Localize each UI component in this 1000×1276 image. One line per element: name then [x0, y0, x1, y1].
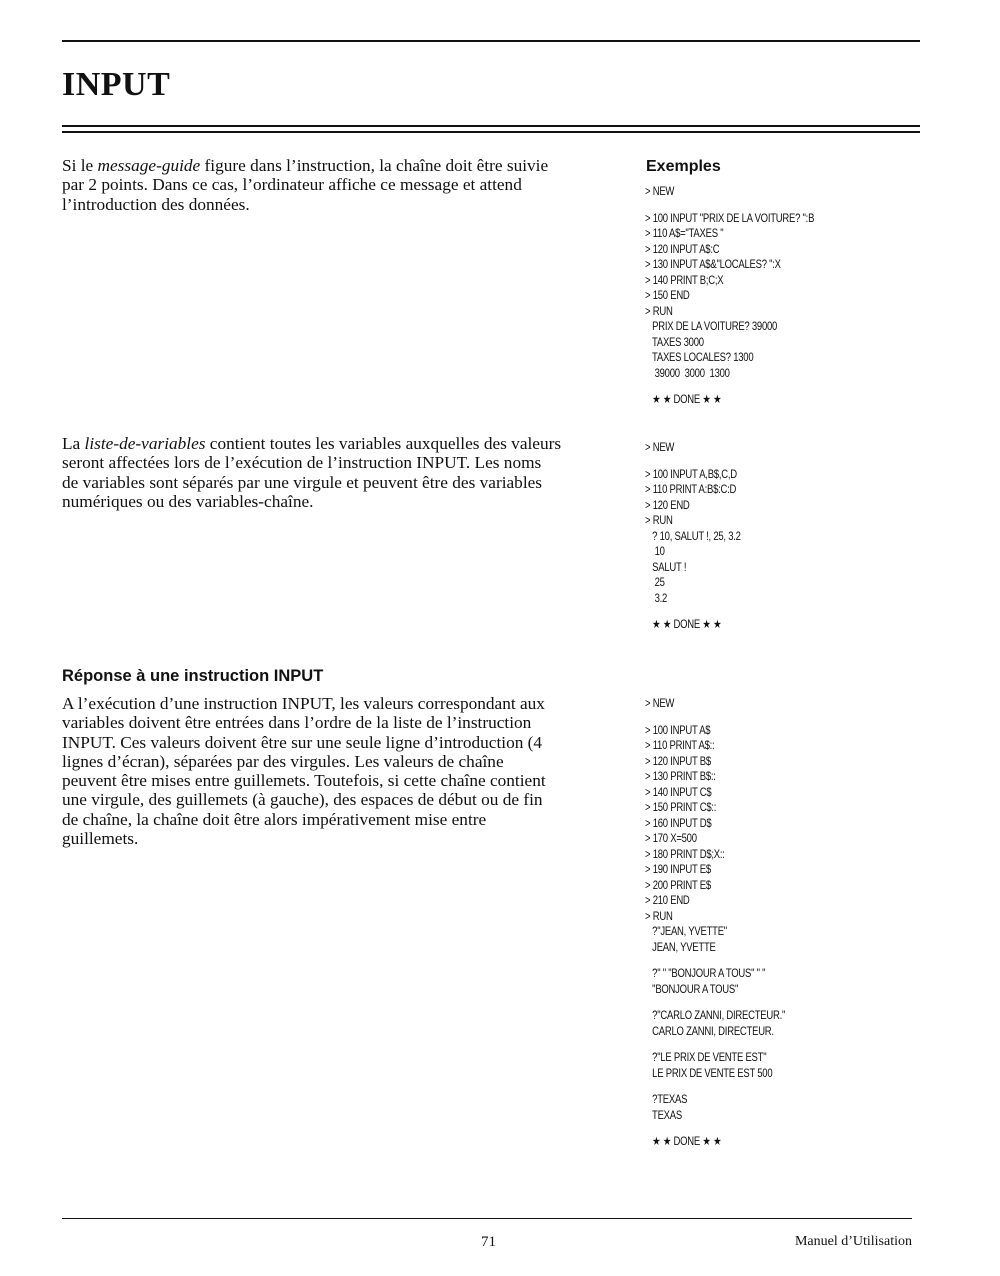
code-line: SALUT ! [645, 560, 687, 574]
title-rule-upper [62, 125, 920, 127]
code-line: > 130 PRINT B$:: [645, 770, 716, 783]
code-line: TEXAS [645, 1108, 682, 1122]
code-line: > 120 INPUT A$:C [645, 242, 720, 256]
code-line: ?"JEAN, YVETTE" [645, 925, 727, 938]
code-line: ★ ★ DONE ★ ★ [645, 1135, 722, 1148]
code-line: > RUN [645, 514, 673, 527]
paragraph-line: de chaîne, la chaîne doit être alors impérativement mise entre [62, 809, 487, 829]
code-line: > 180 PRINT D$;X:: [645, 847, 725, 861]
code-line: > 110 A$="TAXES " [645, 227, 724, 240]
code-line: TAXES 3000 [645, 335, 704, 349]
code-line: "BONJOUR A TOUS" [645, 982, 739, 996]
code-line: 25 [645, 576, 665, 589]
paragraph-line: seront affectées lors de l’exécution de l’instruction INPUT. Les noms [62, 453, 542, 473]
paragraph-line: par 2 points. Dans ce cas, l’ordinateur affiche ce message et attend [62, 175, 522, 195]
code-line: ?"LE PRIX DE VENTE EST" [645, 1051, 767, 1064]
code-line: > 140 PRINT B;C;X [645, 273, 724, 287]
code-line: > NEW [645, 185, 675, 198]
code-example-3 [645, 696, 785, 1150]
code-line: > 130 INPUT A$&"LOCALES? ":X [645, 258, 781, 271]
code-line: 3.2 [645, 591, 668, 605]
code-line: > NEW [645, 441, 675, 454]
paragraph-line: variables doivent être entrées dans l’ordre de la liste de l’instruction [62, 713, 532, 733]
paragraph-message-guide [62, 156, 622, 214]
code-line: > 100 INPUT A,B$,C,D [645, 467, 737, 481]
examples-heading: Exemples [646, 158, 721, 175]
paragraph-line: INPUT. Ces valeurs doivent être sur une seule ligne d’introduction (4 [62, 732, 543, 752]
code-line: > RUN [645, 909, 673, 923]
paragraph-line: A l’exécution d’une instruction INPUT, les valeurs correspondant aux [62, 694, 545, 713]
code-line: > 170 X=500 [645, 832, 697, 845]
code-line [645, 456, 741, 467]
code-line: 10 [645, 545, 665, 558]
code-line: ★ ★ DONE ★ ★ [645, 618, 722, 631]
code-line [645, 1123, 785, 1134]
code-line [645, 381, 814, 392]
code-line: > 110 PRINT A:B$:C:D [645, 483, 737, 496]
code-line: > RUN [645, 304, 673, 318]
paragraph-line: peuvent être mises entre guillemets. Toutefois, si cette chaîne contient [62, 771, 546, 791]
term-message-guide: message-guide [97, 156, 201, 175]
code-example-2 [645, 440, 741, 633]
code-line: > 120 INPUT B$ [645, 754, 711, 768]
code-line: > 150 END [645, 289, 690, 302]
code-line: > 150 PRINT C$:: [645, 801, 717, 814]
code-line: ?" " "BONJOUR A TOUS" " " [645, 967, 766, 980]
paragraph-line: Si le message-guide figure dans l’instruction, la chaîne doit être suivie [62, 156, 549, 175]
code-line [645, 712, 785, 723]
page-number: 71 [481, 1234, 496, 1250]
code-line [645, 997, 785, 1008]
term-liste-de-variables: liste-de-variables [84, 434, 206, 453]
top-rule [62, 40, 920, 42]
paragraph-reponse-input [62, 694, 622, 848]
footer-rule [62, 1218, 912, 1219]
code-line [645, 955, 785, 966]
code-line: LE PRIX DE VENTE EST 500 [645, 1066, 773, 1080]
code-line: > NEW [645, 697, 675, 710]
title-rule-lower [62, 131, 920, 133]
code-line: TAXES LOCALES? 1300 [645, 351, 754, 364]
paragraph-line: numériques ou des variables-chaîne. [62, 491, 314, 511]
code-line: > 200 PRINT E$ [645, 878, 711, 892]
code-line: ?"CARLO ZANNI, DIRECTEUR." [645, 1009, 786, 1022]
paragraph-line: lignes d’écran), séparées par des virgules. Les valeurs de chaîne [62, 751, 504, 771]
code-line [645, 200, 814, 211]
paragraph-line: guillemets. [62, 829, 139, 849]
code-line: > 140 INPUT C$ [645, 785, 712, 799]
page-title: INPUT [62, 66, 171, 103]
code-line: CARLO ZANNI, DIRECTEUR. [645, 1024, 774, 1038]
footer-label: Manuel d’Utilisation [794, 1234, 912, 1249]
code-line [645, 1081, 785, 1092]
paragraph-line: l’introduction des données. [62, 194, 250, 214]
code-line: > 100 INPUT "PRIX DE LA VOITURE? ":B [645, 211, 815, 225]
code-line: ? 10, SALUT !, 25, 3.2 [645, 529, 741, 543]
paragraph-line: de variables sont séparés par une virgule et peuvent être des variables [62, 472, 543, 492]
code-line: JEAN, YVETTE [645, 940, 716, 954]
paragraph-line: une virgule, des guillemets (à gauche), des espaces de début ou de fin [62, 790, 543, 810]
code-line: ★ ★ DONE ★ ★ [645, 393, 722, 406]
code-line: > 190 INPUT E$ [645, 863, 711, 876]
code-line: > 120 END [645, 498, 690, 512]
code-line: > 100 INPUT A$ [645, 723, 711, 737]
code-line: > 110 PRINT A$:: [645, 739, 715, 752]
paragraph-liste-de-variables [62, 434, 622, 511]
section-heading: Réponse à une instruction INPUT [62, 667, 324, 685]
code-line [645, 1039, 785, 1050]
code-line: PRIX DE LA VOITURE? 39000 [645, 320, 778, 333]
code-example-1 [645, 184, 814, 408]
code-line: ?TEXAS [645, 1093, 688, 1106]
code-line: 39000 3000 1300 [645, 366, 730, 380]
code-line: > 160 INPUT D$ [645, 816, 712, 830]
code-line: > 210 END [645, 894, 690, 907]
paragraph-line: La liste-de-variables contient toutes les variables auxquelles des valeurs [62, 434, 562, 453]
code-line [645, 606, 741, 617]
